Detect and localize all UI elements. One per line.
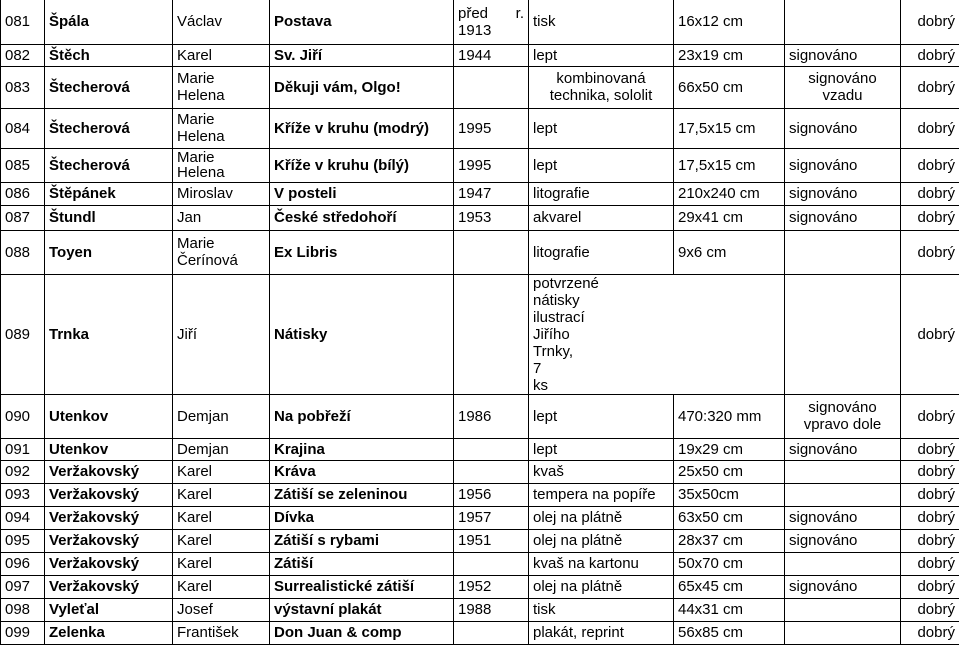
artwork-size: 56x85 cm xyxy=(674,621,785,644)
artwork-signature: signováno xyxy=(785,575,901,598)
artist-surname: Trnka xyxy=(45,274,173,394)
item-number: 081 xyxy=(1,0,45,44)
artwork-title: Surrealistické zátiší xyxy=(270,575,454,598)
artwork-signature xyxy=(785,552,901,575)
artwork-condition: dobrý xyxy=(901,598,959,621)
table-row xyxy=(1,394,959,438)
artist-surname: Štecherová xyxy=(45,66,173,108)
artist-firstname: Karel xyxy=(173,575,270,598)
artwork-year: 1988 xyxy=(454,598,529,621)
artwork-signature xyxy=(785,621,901,644)
artwork-condition: dobrý xyxy=(901,182,959,205)
artwork-condition: dobrý xyxy=(901,529,959,552)
item-number: 086 xyxy=(1,182,45,205)
artwork-size: 17,5x15 cm xyxy=(674,148,785,182)
artwork-technique: kombinovaná technika, sololit xyxy=(529,66,674,108)
table-row xyxy=(1,506,959,529)
artwork-title: Zátiší xyxy=(270,552,454,575)
artwork-technique: olej na plátně xyxy=(529,506,674,529)
item-number: 096 xyxy=(1,552,45,575)
artist-surname: Veržakovský xyxy=(45,506,173,529)
artist-firstname: Demjan xyxy=(173,438,270,460)
table-row xyxy=(1,230,959,274)
artwork-signature xyxy=(785,483,901,506)
artist-firstname: Marie Čerínová xyxy=(173,230,270,274)
artwork-condition: dobrý xyxy=(901,575,959,598)
item-number: 085 xyxy=(1,148,45,182)
table-row xyxy=(1,108,959,148)
artist-firstname: Karel xyxy=(173,44,270,66)
artist-firstname: Marie Helena xyxy=(173,66,270,108)
table-row xyxy=(1,438,959,460)
artwork-title: Ex Libris xyxy=(270,230,454,274)
artwork-title: Krajina xyxy=(270,438,454,460)
artwork-title: Sv. Jiří xyxy=(270,44,454,66)
artwork-condition: dobrý xyxy=(901,66,959,108)
table-row xyxy=(1,575,959,598)
artwork-technique: lept xyxy=(529,394,674,438)
item-number: 089 xyxy=(1,274,45,394)
item-number: 084 xyxy=(1,108,45,148)
artwork-technique: tisk xyxy=(529,0,674,44)
table-row xyxy=(1,148,959,182)
artwork-title: Postava xyxy=(270,0,454,44)
artwork-technique: lept xyxy=(529,438,674,460)
artist-surname: Veržakovský xyxy=(45,460,173,483)
artwork-year: 1995 xyxy=(454,108,529,148)
artwork-title: České středohoří xyxy=(270,205,454,230)
artwork-size: 23x19 cm xyxy=(674,44,785,66)
artist-surname: Zelenka xyxy=(45,621,173,644)
artist-firstname: Marie Helena xyxy=(173,148,270,182)
item-number: 091 xyxy=(1,438,45,460)
artwork-year xyxy=(454,460,529,483)
artwork-technique: plakát, reprint xyxy=(529,621,674,644)
artwork-year xyxy=(454,230,529,274)
artist-firstname: Josef xyxy=(173,598,270,621)
artwork-size: 65x45 cm xyxy=(674,575,785,598)
artist-firstname: Karel xyxy=(173,552,270,575)
item-number: 092 xyxy=(1,460,45,483)
artwork-year: 1957 xyxy=(454,506,529,529)
artist-firstname: Karel xyxy=(173,483,270,506)
artist-surname: Veržakovský xyxy=(45,529,173,552)
artwork-signature: signováno vzadu xyxy=(785,66,901,108)
item-number: 094 xyxy=(1,506,45,529)
artwork-condition: dobrý xyxy=(901,438,959,460)
artwork-technique: kvaš xyxy=(529,460,674,483)
table-row xyxy=(1,529,959,552)
artist-firstname: Jiří xyxy=(173,274,270,394)
item-number: 098 xyxy=(1,598,45,621)
artwork-year: 1953 xyxy=(454,205,529,230)
artwork-year: 1995 xyxy=(454,148,529,182)
artwork-condition: dobrý xyxy=(901,483,959,506)
artist-surname: Utenkov xyxy=(45,394,173,438)
table-row xyxy=(1,66,959,108)
artwork-signature xyxy=(785,460,901,483)
artwork-condition: dobrý xyxy=(901,394,959,438)
artwork-size: 19x29 cm xyxy=(674,438,785,460)
artist-firstname: Jan xyxy=(173,205,270,230)
artwork-signature: signováno xyxy=(785,44,901,66)
artwork-condition: dobrý xyxy=(901,460,959,483)
table-row xyxy=(1,44,959,66)
artwork-condition: dobrý xyxy=(901,506,959,529)
item-number: 093 xyxy=(1,483,45,506)
item-number: 095 xyxy=(1,529,45,552)
artwork-year: před r. 1913 xyxy=(454,0,529,44)
artwork-size: 9x6 cm xyxy=(674,230,785,274)
table-row xyxy=(1,182,959,205)
artwork-condition: dobrý xyxy=(901,0,959,44)
artwork-year xyxy=(454,552,529,575)
artist-firstname: Demjan xyxy=(173,394,270,438)
artwork-year: 1986 xyxy=(454,394,529,438)
artwork-signature xyxy=(785,598,901,621)
item-number: 088 xyxy=(1,230,45,274)
artwork-technique: olej na plátně xyxy=(529,575,674,598)
item-number: 090 xyxy=(1,394,45,438)
table-row xyxy=(1,552,959,575)
artist-firstname: Marie Helena xyxy=(173,108,270,148)
artist-firstname: Miroslav xyxy=(173,182,270,205)
artwork-size: 470:320 mm xyxy=(674,394,785,438)
artwork-size: 16x12 cm xyxy=(674,0,785,44)
artwork-size: 63x50 cm xyxy=(674,506,785,529)
table-row xyxy=(1,598,959,621)
item-number: 083 xyxy=(1,66,45,108)
item-number: 087 xyxy=(1,205,45,230)
artwork-year xyxy=(454,621,529,644)
table-row xyxy=(1,460,959,483)
artwork-title: Zátiší se zeleninou xyxy=(270,483,454,506)
artwork-condition: dobrý xyxy=(901,274,959,394)
artist-surname: Štecherová xyxy=(45,148,173,182)
artist-surname: Vyleťal xyxy=(45,598,173,621)
artwork-size: 44x31 cm xyxy=(674,598,785,621)
artwork-technique: lept xyxy=(529,108,674,148)
artist-firstname: František xyxy=(173,621,270,644)
item-number: 099 xyxy=(1,621,45,644)
artwork-signature: signováno xyxy=(785,182,901,205)
artwork-condition: dobrý xyxy=(901,44,959,66)
artwork-technique: litografie xyxy=(529,230,674,274)
artwork-size: 28x37 cm xyxy=(674,529,785,552)
artwork-size: 29x41 cm xyxy=(674,205,785,230)
artwork-signature: signováno xyxy=(785,506,901,529)
artist-surname: Veržakovský xyxy=(45,575,173,598)
artwork-year: 1956 xyxy=(454,483,529,506)
artwork-signature xyxy=(785,230,901,274)
table-row xyxy=(1,205,959,230)
artist-surname: Veržakovský xyxy=(45,552,173,575)
table-row xyxy=(1,621,959,644)
artwork-year: 1947 xyxy=(454,182,529,205)
artist-firstname: Václav xyxy=(173,0,270,44)
artist-surname: Štecherová xyxy=(45,108,173,148)
artwork-technique: kvaš na kartonu xyxy=(529,552,674,575)
artist-surname: Špála xyxy=(45,0,173,44)
artist-surname: Štěch xyxy=(45,44,173,66)
table-row xyxy=(1,0,959,44)
artist-firstname: Karel xyxy=(173,506,270,529)
artwork-signature: signováno vpravo dole xyxy=(785,394,901,438)
artwork-size: 25x50 cm xyxy=(674,460,785,483)
artwork-technique: olej na plátně xyxy=(529,529,674,552)
artwork-condition: dobrý xyxy=(901,148,959,182)
artwork-title: Don Juan & comp xyxy=(270,621,454,644)
artist-firstname: Karel xyxy=(173,460,270,483)
artist-surname: Utenkov xyxy=(45,438,173,460)
artwork-title: Dívka xyxy=(270,506,454,529)
artist-surname: Veržakovský xyxy=(45,483,173,506)
artwork-signature: signováno xyxy=(785,205,901,230)
artwork-technique: potvrzené nátisky ilustrací Jiřího Trnky, 7 ks xyxy=(529,274,785,394)
artist-surname: Štěpánek xyxy=(45,182,173,205)
artwork-title: Kříže v kruhu (bílý) xyxy=(270,148,454,182)
artwork-size: 50x70 cm xyxy=(674,552,785,575)
artwork-year: 1951 xyxy=(454,529,529,552)
artwork-technique: akvarel xyxy=(529,205,674,230)
artwork-signature xyxy=(785,274,901,394)
artwork-title: výstavní plakát xyxy=(270,598,454,621)
table-row xyxy=(1,274,959,394)
artwork-technique: litografie xyxy=(529,182,674,205)
artwork-technique: lept xyxy=(529,44,674,66)
artwork-signature: signováno xyxy=(785,529,901,552)
artwork-condition: dobrý xyxy=(901,205,959,230)
artwork-condition: dobrý xyxy=(901,108,959,148)
artwork-signature: signováno xyxy=(785,438,901,460)
artwork-year xyxy=(454,274,529,394)
artwork-year xyxy=(454,66,529,108)
artwork-signature: signováno xyxy=(785,148,901,182)
artwork-title: Děkuji vám, Olgo! xyxy=(270,66,454,108)
artwork-condition: dobrý xyxy=(901,230,959,274)
artwork-year: 1944 xyxy=(454,44,529,66)
artwork-title: Kříže v kruhu (modrý) xyxy=(270,108,454,148)
artwork-condition: dobrý xyxy=(901,552,959,575)
artwork-title: Zátiší s rybami xyxy=(270,529,454,552)
artwork-size: 210x240 cm xyxy=(674,182,785,205)
artwork-technique: lept xyxy=(529,148,674,182)
artwork-title: Kráva xyxy=(270,460,454,483)
item-number: 082 xyxy=(1,44,45,66)
artwork-size: 66x50 cm xyxy=(674,66,785,108)
artwork-technique: tisk xyxy=(529,598,674,621)
artwork-size: 17,5x15 cm xyxy=(674,108,785,148)
artwork-signature: signováno xyxy=(785,108,901,148)
table-row xyxy=(1,483,959,506)
artwork-title: V posteli xyxy=(270,182,454,205)
artwork-condition: dobrý xyxy=(901,621,959,644)
artwork-year: 1952 xyxy=(454,575,529,598)
artwork-title: Na pobřeží xyxy=(270,394,454,438)
artwork-technique: tempera na popíře xyxy=(529,483,674,506)
artwork-signature xyxy=(785,0,901,44)
artist-firstname: Karel xyxy=(173,529,270,552)
artwork-size: 35x50cm xyxy=(674,483,785,506)
artwork-title: Nátisky xyxy=(270,274,454,394)
item-number: 097 xyxy=(1,575,45,598)
artwork-year xyxy=(454,438,529,460)
artist-surname: Toyen xyxy=(45,230,173,274)
artist-surname: Štundl xyxy=(45,205,173,230)
